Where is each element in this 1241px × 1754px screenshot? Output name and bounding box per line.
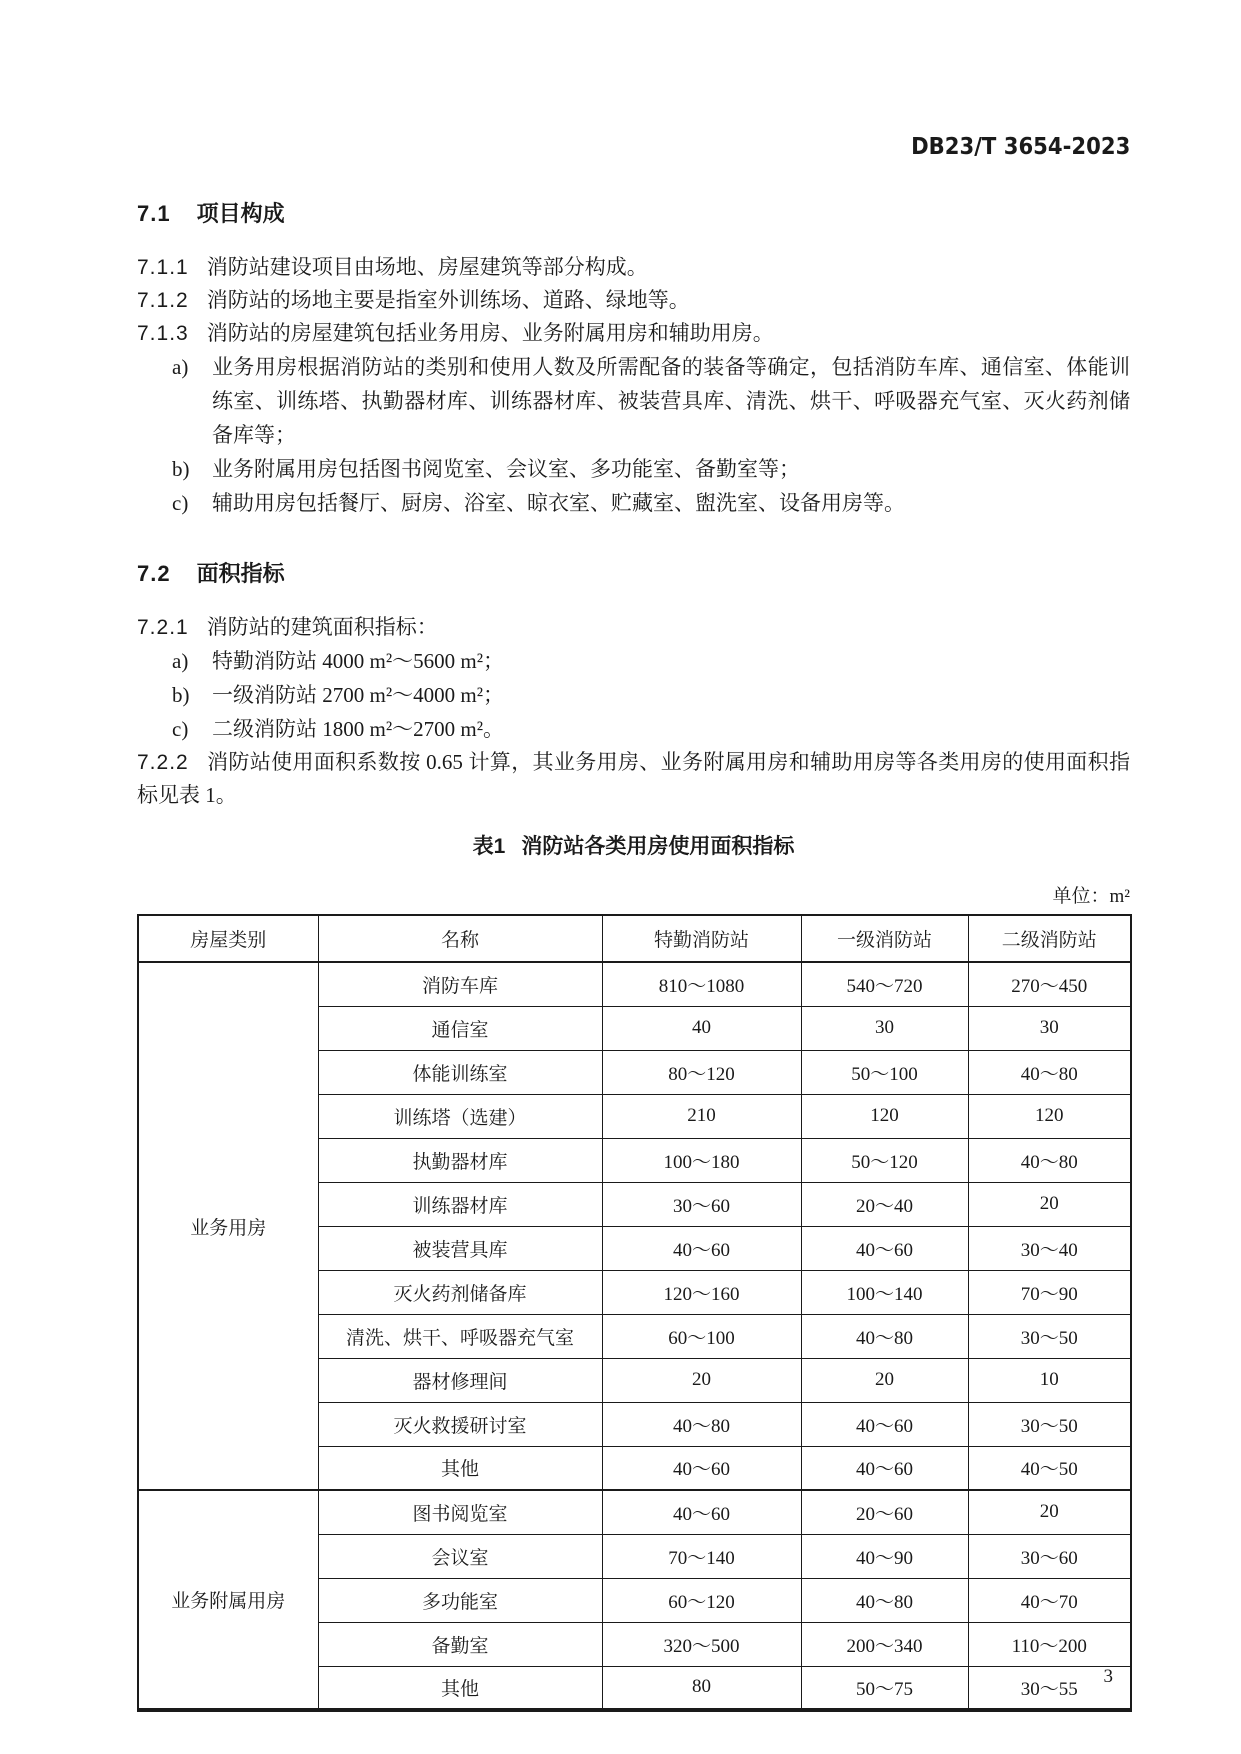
clause-number: 7.2.2 [137, 751, 189, 774]
col-header-second-class: 二级消防站 [968, 915, 1131, 962]
table-caption-label: 表1 [472, 835, 506, 858]
cell-second: 40～80 [968, 1138, 1131, 1182]
cell-name: 训练塔（选建） [318, 1094, 602, 1138]
cell-special: 80 [602, 1666, 801, 1710]
cell-name: 消防车库 [318, 962, 602, 1006]
clause-number: 7.1.3 [137, 322, 189, 345]
cell-first: 20～40 [801, 1182, 968, 1226]
cell-special: 100～180 [602, 1138, 801, 1182]
cell-first: 20 [801, 1358, 968, 1402]
list-item-label: c) [172, 717, 189, 741]
list-item-text: 业务附属用房包括图书阅览室、会议室、多功能室、备勤室等； [212, 457, 800, 481]
cell-second: 110～200 [968, 1622, 1131, 1666]
cell-first: 40～90 [801, 1534, 968, 1578]
cell-first: 120 [801, 1094, 968, 1138]
cell-first: 50～75 [801, 1666, 968, 1710]
cell-second: 70～90 [968, 1270, 1131, 1314]
cell-first: 200～340 [801, 1622, 968, 1666]
cell-first: 50～120 [801, 1138, 968, 1182]
cell-first: 40～60 [801, 1226, 968, 1270]
section-title: 面积指标 [196, 561, 285, 586]
section-heading-7-1 [137, 200, 1130, 228]
clause-7-1-1 [137, 251, 1130, 284]
cell-name: 其他 [318, 1666, 602, 1710]
cell-special: 810～1080 [602, 962, 801, 1006]
table-caption-title: 消防站各类用房使用面积指标 [521, 835, 795, 858]
cell-name: 备勤室 [318, 1622, 602, 1666]
cell-name: 图书阅览室 [318, 1490, 602, 1534]
cell-special: 60～100 [602, 1314, 801, 1358]
cell-special: 40～60 [602, 1226, 801, 1270]
section-number: 7.2 [137, 561, 171, 586]
cell-second: 120 [968, 1094, 1131, 1138]
cell-second: 20 [968, 1490, 1131, 1534]
page-content [137, 0, 1130, 1712]
cell-special: 60～120 [602, 1578, 801, 1622]
cell-second: 270～450 [968, 962, 1131, 1006]
list-item-b [137, 452, 1130, 486]
cell-second: 30～50 [968, 1314, 1131, 1358]
list-item-a [137, 644, 1130, 678]
list-item-label: a) [172, 355, 189, 379]
cell-first: 100～140 [801, 1270, 968, 1314]
list-item-label: c) [172, 491, 189, 515]
cell-name: 其他 [318, 1446, 602, 1490]
clause-number: 7.2.1 [137, 616, 189, 639]
cell-second: 30 [968, 1006, 1131, 1050]
cell-special: 320～500 [602, 1622, 801, 1666]
col-header-first-class: 一级消防站 [801, 915, 968, 962]
cell-second: 30～50 [968, 1402, 1131, 1446]
cell-special: 40～60 [602, 1490, 801, 1534]
cell-name: 训练器材库 [318, 1182, 602, 1226]
group-cell-business: 业务用房 [138, 962, 318, 1490]
cell-name: 通信室 [318, 1006, 602, 1050]
cell-first: 540～720 [801, 962, 968, 1006]
cell-special: 120～160 [602, 1270, 801, 1314]
clause-text: 消防站使用面积系数按 0.65 计算，其业务用房、业务附属用房和辅助用房等各类用房的使用面积指标见表 1。 [137, 750, 1130, 807]
cell-first: 40～60 [801, 1446, 968, 1490]
clause-text: 消防站建设项目由场地、房屋建筑等部分构成。 [206, 255, 648, 279]
col-header-category: 房屋类别 [138, 915, 318, 962]
section-heading-7-2 [137, 560, 1130, 588]
list-item-label: a) [172, 649, 189, 673]
cell-special: 20 [602, 1358, 801, 1402]
list-item-label: b) [172, 457, 190, 481]
table-header-row [138, 915, 1131, 962]
cell-name: 执勤器材库 [318, 1138, 602, 1182]
cell-second: 30～40 [968, 1226, 1131, 1270]
clause-7-1-2 [137, 284, 1130, 317]
clause-number: 7.1.2 [137, 289, 189, 312]
list-item-text: 二级消防站 1800 m²～2700 m²。 [212, 717, 505, 741]
list-item-text: 辅助用房包括餐厅、厨房、浴室、晾衣室、贮藏室、盥洗室、设备用房等。 [212, 491, 905, 515]
cell-special: 40～80 [602, 1402, 801, 1446]
section-title: 项目构成 [196, 201, 285, 226]
table-row [138, 962, 1131, 1006]
section-number: 7.1 [137, 201, 171, 226]
table-row [138, 1490, 1131, 1534]
cell-first: 40～80 [801, 1578, 968, 1622]
col-header-name: 名称 [318, 915, 602, 962]
list-7-2-1 [137, 644, 1130, 746]
cell-name: 体能训练室 [318, 1050, 602, 1094]
clause-7-2-1 [137, 611, 1130, 644]
clause-7-1-3 [137, 317, 1130, 350]
cell-name: 多功能室 [318, 1578, 602, 1622]
cell-second: 40～50 [968, 1446, 1131, 1490]
cell-second: 40～70 [968, 1578, 1131, 1622]
clause-number: 7.1.1 [137, 256, 189, 279]
cell-special: 70～140 [602, 1534, 801, 1578]
standard-code: DB23/T 3654-2023 [910, 134, 1130, 160]
group-cell-business-annex: 业务附属用房 [138, 1490, 318, 1710]
cell-first: 30 [801, 1006, 968, 1050]
cell-special: 210 [602, 1094, 801, 1138]
cell-name: 会议室 [318, 1534, 602, 1578]
cell-second: 30～55 [968, 1666, 1131, 1710]
table-unit-label: 单位：m² [1052, 886, 1130, 907]
list-item-b [137, 678, 1130, 712]
cell-first: 40～80 [801, 1314, 968, 1358]
cell-second: 40～80 [968, 1050, 1131, 1094]
cell-second: 20 [968, 1182, 1131, 1226]
area-indicator-table [137, 914, 1132, 1712]
cell-special: 40 [602, 1006, 801, 1050]
list-item-c [137, 486, 1130, 520]
list-item-a [137, 350, 1130, 452]
cell-first: 20～60 [801, 1490, 968, 1534]
col-header-special: 特勤消防站 [602, 915, 801, 962]
clause-text: 消防站的场地主要是指室外训练场、道路、绿地等。 [206, 288, 690, 312]
list-item-text: 一级消防站 2700 m²～4000 m²； [212, 683, 505, 707]
list-item-label: b) [172, 683, 190, 707]
cell-name: 被装营具库 [318, 1226, 602, 1270]
clause-text: 消防站的建筑面积指标： [206, 615, 438, 639]
cell-second: 10 [968, 1358, 1131, 1402]
page-number: 3 [1103, 1666, 1113, 1687]
list-7-1-3 [137, 350, 1130, 520]
cell-name: 器材修理间 [318, 1358, 602, 1402]
list-item-c [137, 712, 1130, 746]
cell-first: 40～60 [801, 1402, 968, 1446]
cell-name: 清洗、烘干、呼吸器充气室 [318, 1314, 602, 1358]
cell-first: 50～100 [801, 1050, 968, 1094]
cell-name: 灭火救援研讨室 [318, 1402, 602, 1446]
cell-name: 灭火药剂储备库 [318, 1270, 602, 1314]
list-item-text: 业务用房根据消防站的类别和使用人数及所需配备的装备等确定，包括消防车库、通信室、体能训练室、训练塔、执勤器材库、训练器材库、被装营具库、清洗、烘干、呼吸器充气室、灭火药剂储备库等； [212, 355, 1130, 447]
cell-special: 30～60 [602, 1182, 801, 1226]
clause-7-2-2 [137, 746, 1130, 812]
cell-second: 30～60 [968, 1534, 1131, 1578]
cell-special: 40～60 [602, 1446, 801, 1490]
cell-special: 80～120 [602, 1050, 801, 1094]
list-item-text: 特勤消防站 4000 m²～5600 m²； [212, 649, 505, 673]
table-caption [137, 834, 1130, 860]
clause-text: 消防站的房屋建筑包括业务用房、业务附属用房和辅助用房。 [206, 321, 774, 345]
